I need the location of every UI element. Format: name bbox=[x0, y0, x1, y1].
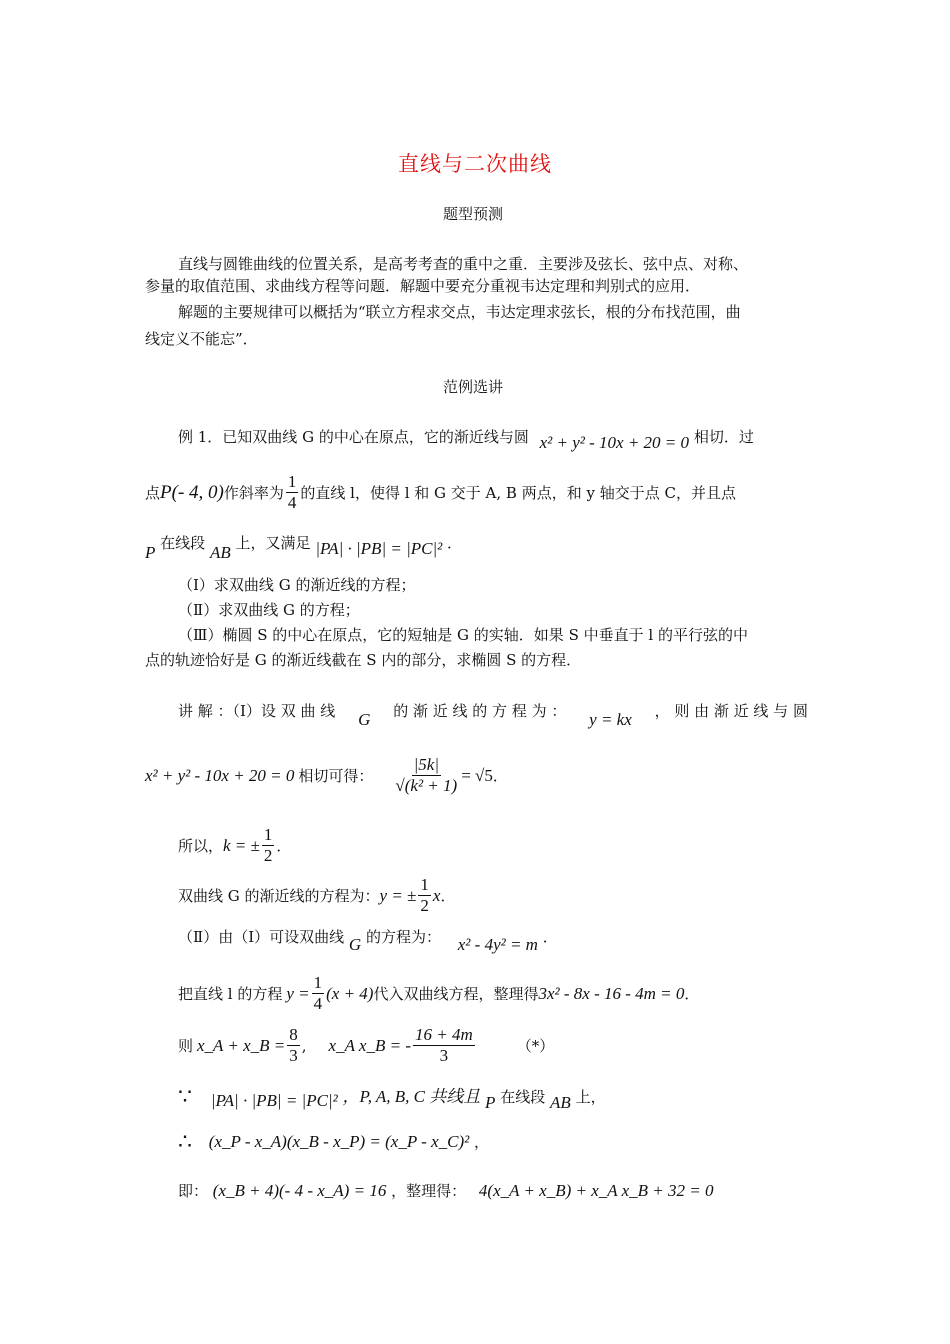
line-equation-rhs: (x + 4) bbox=[326, 983, 374, 1003]
therefore-text: 所以， bbox=[178, 837, 224, 855]
solution-line-9 bbox=[178, 1130, 489, 1155]
solution-line-1 bbox=[178, 700, 808, 729]
asymptote-numerator: 1 bbox=[420, 875, 429, 894]
hyperbola-equation-label: 的方程为： bbox=[365, 928, 441, 946]
on-segment-text: 在线段 bbox=[160, 534, 206, 552]
because-equation: |PA| · |PB| = |PC|² bbox=[210, 1091, 338, 1110]
vieta-product-lhs: x_A x_B = - bbox=[328, 1035, 411, 1055]
collinear-text: ，P, A, B, C 共线且 bbox=[342, 1087, 481, 1106]
asymptote-equation-label: 的 渐 近 线 的 方 程 为 ： bbox=[393, 702, 567, 720]
solution-line-7 bbox=[178, 1025, 554, 1066]
section-heading-prediction: 题型预测 bbox=[443, 205, 504, 223]
asymptote-fraction bbox=[418, 875, 431, 916]
solution-line-2 bbox=[145, 755, 508, 796]
line-slope-fraction bbox=[312, 973, 325, 1014]
namely-text: 即： bbox=[178, 1182, 209, 1200]
segment-ab-symbol-2: AB bbox=[550, 1093, 571, 1112]
above-text: 上， bbox=[575, 1088, 606, 1106]
intro-paragraph-1b: 参量的取值范围、求曲线方程等问题．解题中要充分重视韦达定理和判别式的应用． bbox=[145, 277, 701, 295]
example-line-2 bbox=[145, 472, 736, 513]
slope-fraction bbox=[286, 472, 299, 513]
question-1: （Ⅰ）求双曲线 G 的渐近线的方程； bbox=[178, 576, 416, 594]
asymptote-general-equation: y = kx bbox=[589, 710, 632, 729]
simplify-text: ，整理得： bbox=[391, 1182, 467, 1200]
satisfies-text: 上，又满足 bbox=[235, 534, 311, 552]
substitute-text: 把直线 l 的方程 bbox=[178, 985, 283, 1003]
period-mark-4: ． bbox=[440, 887, 456, 905]
example-intro-text: 例 1．已知双曲线 G 的中心在原点，它的渐近线与圆 bbox=[178, 428, 529, 446]
line-equation-lhs: y = bbox=[286, 983, 310, 1003]
solution-intro-text: 讲 解 ：（Ⅰ）设 双 曲 线 bbox=[178, 702, 336, 720]
section-heading-examples: 范例选讲 bbox=[443, 378, 504, 396]
distance-denominator: √(k² + 1) bbox=[395, 776, 458, 795]
vieta-product-numerator: 16 + 4m bbox=[414, 1025, 473, 1044]
therefore-symbol: ∴ bbox=[178, 1130, 192, 1155]
period-mark-2: ． bbox=[492, 767, 508, 785]
slope-denominator: 4 bbox=[287, 493, 297, 512]
intro-paragraph-1a: 直线与圆锥曲线的位置关系，是高考考查的重中之重．主要涉及弦长、弦中点、对称、 bbox=[178, 255, 749, 273]
comma-mark: ， bbox=[474, 1133, 490, 1151]
hyperbola-equation: x² - 4y² = m bbox=[457, 935, 538, 954]
final-equation: 4(x_A + x_B) + x_A x_B + 32 = 0 bbox=[478, 1181, 714, 1200]
asymptote-x: x bbox=[432, 885, 441, 905]
tangency-text: ， 则 由 渐 近 线 与 圆 bbox=[654, 702, 808, 720]
period-mark: ． bbox=[447, 534, 463, 552]
segment-ab-symbol: AB bbox=[209, 543, 231, 562]
quadratic-equation: 3x² - 8x - 16 - 4m = 0 bbox=[538, 983, 685, 1003]
on-segment-text-2: 在线段 bbox=[500, 1088, 546, 1106]
k-value-equation: k = ± bbox=[223, 835, 260, 855]
solution-line-4 bbox=[178, 875, 455, 916]
half-fraction bbox=[262, 825, 275, 866]
distance-value: = √5 bbox=[461, 765, 493, 785]
question-3a: （Ⅲ）椭圆 S 的中心在原点，它的短轴是 G 的实轴．如果 S 中垂直于 l 的平行弦的中 bbox=[178, 626, 748, 644]
vieta-sum-fraction bbox=[287, 1025, 300, 1066]
example-tail-text: 相切．过 bbox=[693, 428, 754, 446]
point-p-coordinates: P(- 4, 0) bbox=[160, 481, 224, 503]
hyperbola-g-symbol: G bbox=[358, 710, 371, 729]
comma-separator: , bbox=[301, 1036, 307, 1055]
vieta-sum-denominator: 3 bbox=[289, 1046, 298, 1065]
half-numerator: 1 bbox=[263, 825, 273, 844]
half-denominator: 2 bbox=[263, 846, 273, 865]
intro-paragraph-2b: 线定义不能忘”． bbox=[145, 330, 258, 348]
solution-line-6 bbox=[178, 973, 699, 1014]
asymptote-denominator: 2 bbox=[420, 896, 429, 915]
therefore-equation: (x_P - x_A)(x_B - x_P) = (x_P - x_C)² bbox=[208, 1132, 470, 1151]
period-mark-5: ． bbox=[542, 928, 558, 946]
point-label-text: 点 bbox=[145, 484, 161, 502]
period-mark-6: ． bbox=[684, 985, 700, 1003]
vieta-product-fraction bbox=[413, 1025, 475, 1066]
intro-paragraph-2a: 解题的主要规律可以概括为“联立方程求交点，韦达定理求弦长，根的分布找范围，曲 bbox=[178, 303, 741, 321]
circle-equation: x² + y² - 10x + 20 = 0 bbox=[539, 433, 690, 452]
distance-fraction bbox=[393, 755, 459, 796]
solution-line-5 bbox=[178, 926, 558, 954]
solution-line-8 bbox=[178, 1082, 606, 1110]
part-two-text: （Ⅱ）由（Ⅰ）可设双曲线 bbox=[178, 928, 345, 946]
then-text: 则 bbox=[178, 1037, 194, 1055]
point-p-symbol-2: P bbox=[485, 1093, 496, 1112]
substitute-result-text: 代入双曲线方程，整理得 bbox=[373, 985, 539, 1003]
because-symbol: ∵ bbox=[178, 1085, 192, 1110]
circle-equation-solution: x² + y² - 10x + 20 = 0 bbox=[145, 765, 295, 785]
question-3b: 点的轨迹恰好是 G 的渐近线截在 S 内的部分，求椭圆 S 的方程． bbox=[145, 651, 582, 669]
solution-line-3 bbox=[178, 825, 291, 866]
line-description-text: 的直线 l，使得 l 和 G 交于 A, B 两点，和 y 轴交于点 C，并且点 bbox=[300, 484, 736, 502]
product-equation: (x_B + 4)(- 4 - x_A) = 16 bbox=[212, 1181, 387, 1200]
vieta-sum-lhs: x_A + x_B = bbox=[197, 1035, 286, 1055]
line-slope-numerator: 1 bbox=[313, 973, 323, 992]
star-mark: （*） bbox=[516, 1037, 555, 1055]
distance-condition-equation: |PA| · |PB| = |PC|² bbox=[315, 539, 443, 558]
question-2: （Ⅱ）求双曲线 G 的方程； bbox=[178, 601, 360, 619]
hyperbola-g-symbol-2: G bbox=[348, 935, 362, 954]
slope-numerator: 1 bbox=[287, 472, 297, 491]
slope-text: 作斜率为 bbox=[223, 484, 284, 502]
page-title: 直线与二次曲线 bbox=[398, 152, 552, 176]
asymptote-result-text: 双曲线 G 的渐近线的方程为： bbox=[178, 887, 380, 905]
distance-numerator: |5k| bbox=[413, 755, 440, 774]
period-mark-3: ． bbox=[276, 837, 292, 855]
tangent-condition-text: 相切可得： bbox=[298, 767, 374, 785]
vieta-product-denominator: 3 bbox=[439, 1046, 449, 1065]
line-slope-denominator: 4 bbox=[313, 994, 323, 1013]
vieta-sum-numerator: 8 bbox=[289, 1025, 298, 1044]
point-p-symbol: P bbox=[145, 543, 156, 562]
solution-line-10 bbox=[178, 1180, 713, 1201]
example-line-1 bbox=[178, 426, 754, 452]
asymptote-result-equation: y = ± bbox=[379, 885, 417, 905]
example-line-3 bbox=[145, 532, 463, 562]
